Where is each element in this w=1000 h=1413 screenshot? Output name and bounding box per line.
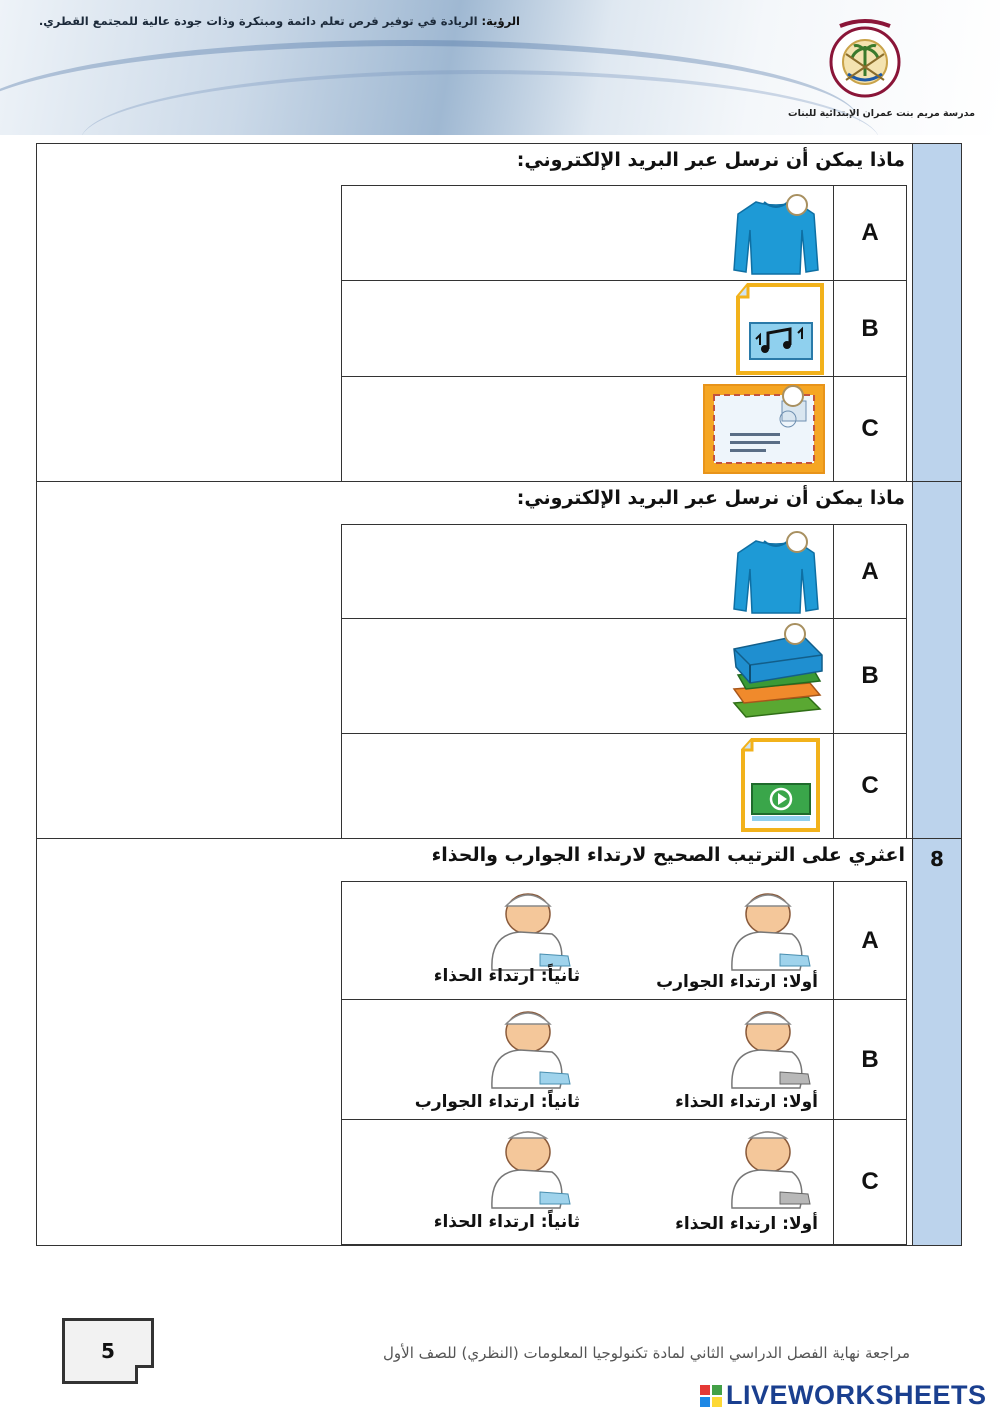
- header-banner: [0, 0, 1000, 135]
- boy-putting-on-shoes-icon: [720, 1122, 816, 1210]
- books-icon: [728, 625, 826, 725]
- page-number: 5: [101, 1339, 115, 1363]
- boy-putting-on-shoes-icon: [720, 1002, 816, 1090]
- option-letter: A: [833, 882, 906, 999]
- video-file-icon: [740, 738, 822, 832]
- option-row-a[interactable]: [342, 525, 906, 619]
- question-number: [913, 482, 961, 490]
- envelope-icon: [702, 383, 826, 475]
- question-section-8: [36, 838, 962, 1246]
- option-letter: B: [833, 619, 906, 733]
- step-first-label: أولا: ارتداء الحذاء: [675, 1214, 818, 1234]
- brand-name: LIVEWORKSHEETS: [726, 1380, 987, 1410]
- page-number-box: [62, 1318, 154, 1384]
- boy-putting-on-socks-icon: [720, 884, 816, 972]
- answer-radio[interactable]: [786, 531, 808, 553]
- shirt-icon: [726, 531, 826, 615]
- shirt-icon: [726, 192, 826, 276]
- step-first-label: أولا: ارتداء الجوارب: [656, 972, 818, 992]
- option-letter: B: [833, 281, 906, 376]
- options-table: [341, 185, 907, 482]
- options-table: [341, 524, 907, 839]
- option-row-c[interactable]: [342, 1120, 906, 1244]
- option-letter: C: [833, 734, 906, 838]
- option-row-b[interactable]: [342, 1000, 906, 1120]
- qatar-emblem-icon: [820, 14, 910, 104]
- option-row-b[interactable]: [342, 281, 906, 377]
- question-text: اعثري على الترتيب الصحيح لارتداء الجوارب والحذاء: [431, 844, 905, 866]
- school-name: مدرسة مريم بنت عمران الإبتدائية للبنات: [788, 108, 975, 119]
- question-sidebar: [912, 144, 961, 481]
- question-sidebar: [912, 839, 961, 1245]
- step-first-label: أولا: ارتداء الحذاء: [675, 1092, 818, 1112]
- liveworksheets-brand[interactable]: [700, 1380, 987, 1411]
- step-second-label: ثانياً: ارتداء الحذاء: [433, 1212, 580, 1232]
- option-row-b[interactable]: [342, 619, 906, 734]
- answer-radio[interactable]: [782, 385, 804, 407]
- answer-radio[interactable]: [786, 194, 808, 216]
- option-letter: B: [833, 1000, 906, 1119]
- option-letter: C: [833, 1120, 906, 1244]
- music-file-icon: [734, 283, 826, 373]
- question-section-1: [36, 143, 962, 482]
- vision-statement: [10, 14, 520, 28]
- step-second-label: ثانياً: ارتداء الجوارب: [414, 1092, 580, 1112]
- options-table: [341, 881, 907, 1245]
- option-letter: A: [833, 186, 906, 280]
- question-number: 8: [930, 847, 944, 871]
- vision-text: الريادة في توفير فرص تعلم دائمة ومبتكرة وذات جودة عالية للمجتمع القطري.: [38, 14, 478, 28]
- option-row-c[interactable]: [342, 377, 906, 481]
- vision-label: الرؤية:: [481, 14, 520, 28]
- option-row-c[interactable]: [342, 734, 906, 838]
- question-text: ماذا يمكن أن نرسل عبر البريد الإلكتروني:: [516, 149, 905, 171]
- answer-radio[interactable]: [784, 623, 806, 645]
- footer-title: مراجعة نهاية الفصل الدراسي الثاني لمادة تكنولوجيا المعلومات (النظري) للصف الأول: [383, 1344, 910, 1362]
- question-section-2: [36, 481, 962, 839]
- question-text: ماذا يمكن أن نرسل عبر البريد الإلكتروني:: [516, 487, 905, 509]
- boy-putting-on-socks-icon: [480, 1002, 576, 1090]
- boy-putting-on-shoes-icon: [480, 884, 576, 972]
- question-number: [913, 144, 961, 152]
- option-letter: A: [833, 525, 906, 618]
- question-sidebar: [912, 482, 961, 838]
- option-row-a[interactable]: [342, 882, 906, 1000]
- option-letter: C: [833, 377, 906, 481]
- boy-putting-on-shoes-icon: [480, 1122, 576, 1210]
- option-row-a[interactable]: [342, 186, 906, 281]
- liveworksheets-logo-icon: [700, 1385, 722, 1407]
- step-second-label: ثانياً: ارتداء الحذاء: [433, 966, 580, 986]
